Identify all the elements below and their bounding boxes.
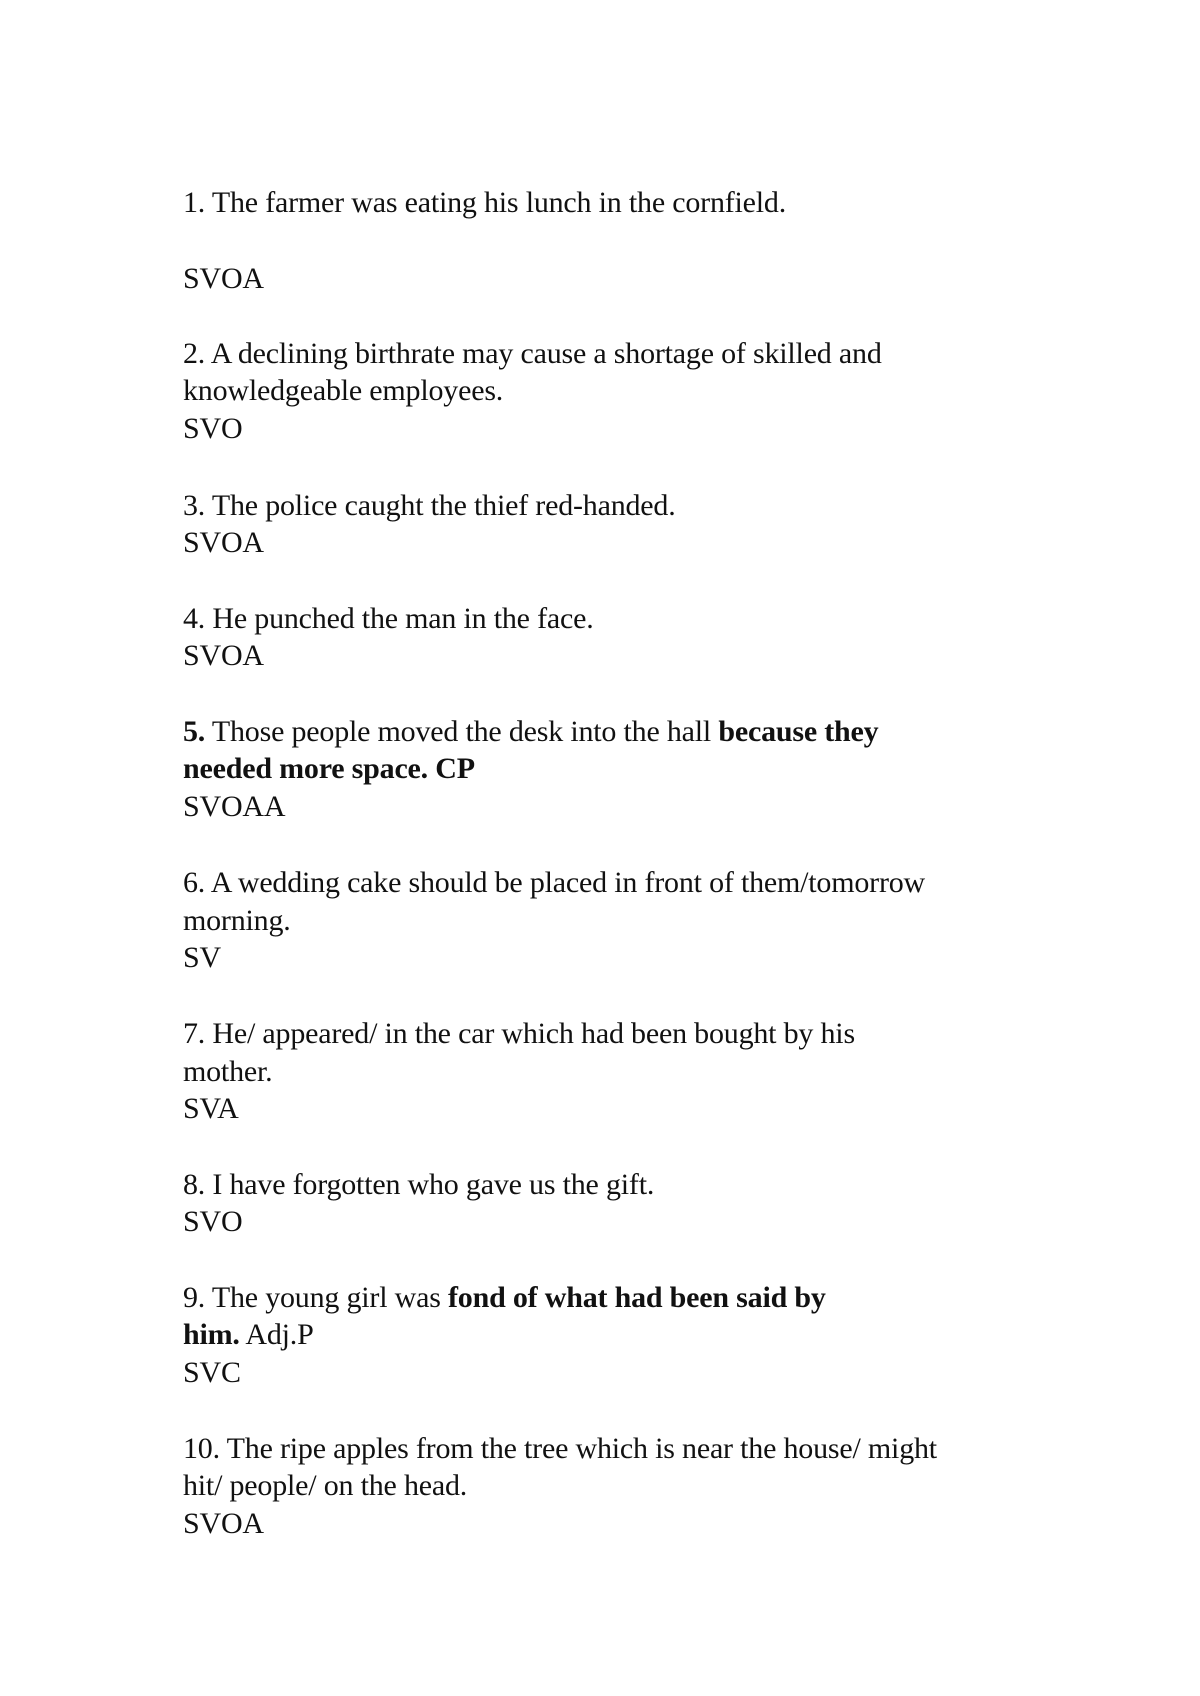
item-5-sentence-line-2 [183,750,475,788]
item-9-plain-text: 9. The young girl was [183,1281,449,1314]
item-3-sentence: 3. The police caught the thief red-handed. [183,489,676,522]
item-2-sentence-line-1: 2. A declining birthrate may cause a shortage of skilled and [183,337,882,370]
item-9-pattern: SVC [183,1356,241,1389]
item-7-sentence-line-2: mother. [183,1055,273,1088]
item-4-pattern: SVOA [183,639,264,672]
item-2-sentence-line-2: knowledgeable employees. [183,374,504,407]
item-9-bold-phrase-start: fond of what had been said by [448,1281,826,1314]
item-5-bold-clause-start: because they [718,715,879,748]
item-10-sentence-line-2: hit/ people/ on the head. [183,1469,468,1502]
item-8-pattern: SVO [183,1205,243,1238]
item-1-sentence: 1. The farmer was eating his lunch in the cornfield. [183,186,787,219]
item-4-sentence: 4. He punched the man in the face. [183,602,594,635]
item-5-bold-clause-end: needed more space. CP [183,752,475,785]
item-6-sentence-line-1: 6. A wedding cake should be placed in front of them/tomorrow [183,866,925,899]
item-3-pattern: SVOA [183,526,264,559]
item-8-sentence: 8. I have forgotten who gave us the gift. [183,1168,655,1201]
item-6-sentence-line-2: morning. [183,904,291,937]
item-9-sentence-line-1 [183,1279,826,1317]
item-10-pattern: SVOA [183,1507,264,1540]
item-5-number: 5. [183,715,206,748]
item-9-phrase-label: Adj.P [239,1318,314,1351]
item-7-pattern: SVA [183,1092,239,1125]
item-9-bold-phrase-end: him. [183,1318,240,1351]
item-1-pattern: SVOA [183,262,264,295]
item-5-plain-text: Those people moved the desk into the hall [205,715,719,748]
item-5-sentence-line-1 [183,713,878,751]
item-7-sentence-line-1: 7. He/ appeared/ in the car which had been bought by his [183,1017,855,1050]
item-10-sentence-line-1: 10. The ripe apples from the tree which is near the house/ might [183,1432,937,1465]
item-9-sentence-line-2 [183,1316,314,1354]
item-6-pattern: SV [183,941,221,974]
item-5-pattern: SVOAA [183,790,286,823]
item-2-pattern: SVO [183,412,243,445]
